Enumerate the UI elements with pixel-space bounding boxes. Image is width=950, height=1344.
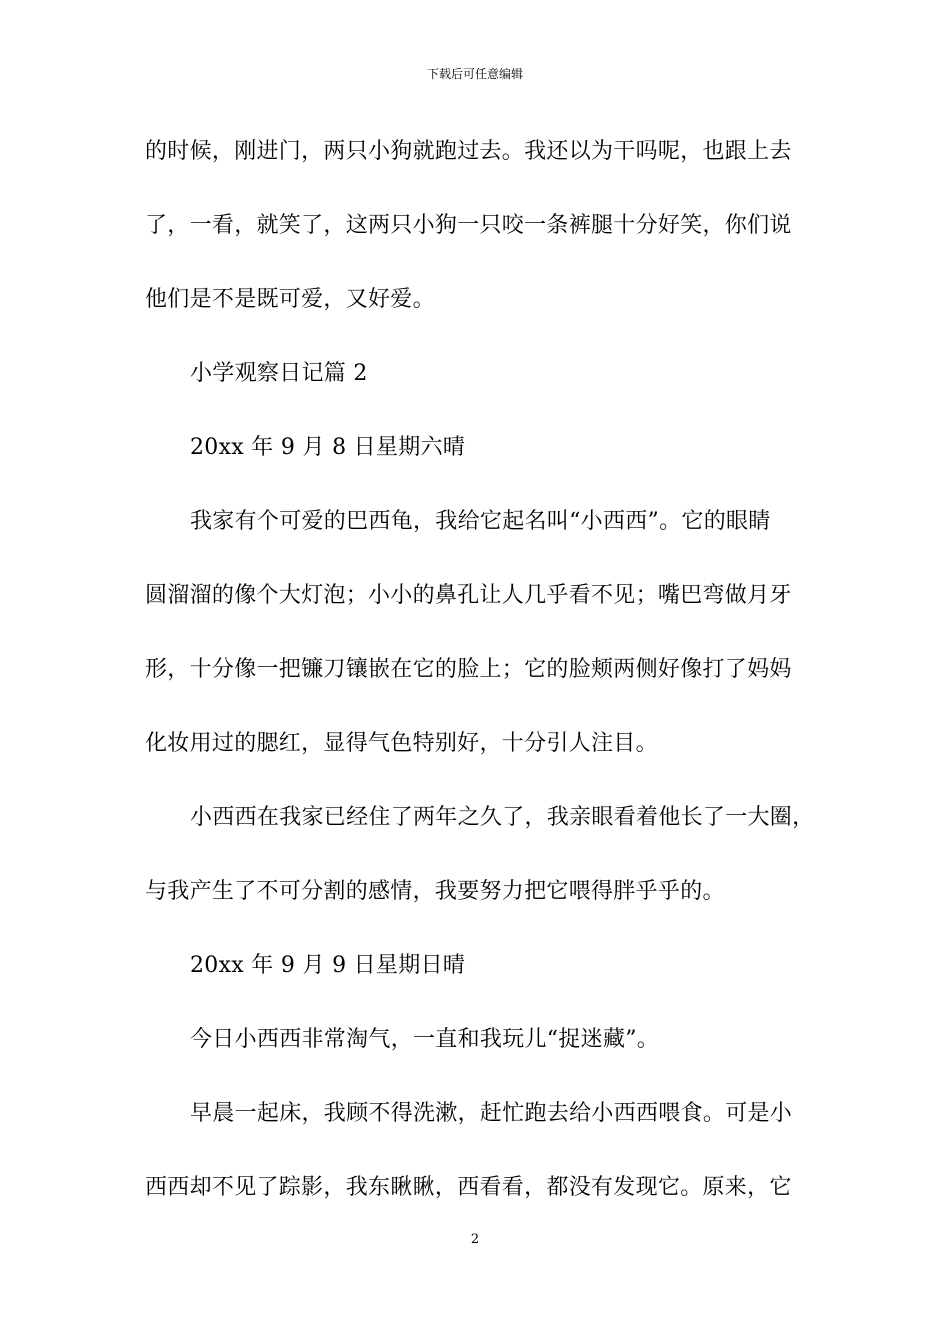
section-heading: 小学观察日记篇 2 <box>190 361 368 386</box>
body-line: 西西却不见了踪影，我东瞅瞅，西看看，都没有发现它。原来，它 <box>145 1175 792 1200</box>
body-line: 我家有个可爱的巴西龟，我给它起名叫“小西西”。它的眼睛 <box>190 509 771 534</box>
page-header: 下载后可任意编辑 <box>426 67 523 81</box>
body-line: 形，十分像一把镰刀镶嵌在它的脸上；它的脸颊两侧好像打了妈妈 <box>145 657 792 682</box>
body-line: 圆溜溜的像个大灯泡；小小的鼻孔让人几乎看不见；嘴巴弯做月牙 <box>145 583 792 608</box>
body-line: 化妆用过的腮红，显得气色特别好，十分引人注目。 <box>145 731 658 756</box>
page-number: 2 <box>470 1232 480 1247</box>
diary-date: 20xx 年 9 月 9 日星期日晴 <box>190 953 466 978</box>
diary-date: 20xx 年 9 月 8 日星期六晴 <box>190 435 466 460</box>
body-line: 他们是不是既可爱，又好爱。 <box>145 287 435 312</box>
body-line: 的时候，刚进门，两只小狗就跑过去。我还以为干吗呢，也跟上去 <box>145 139 792 164</box>
body-line: 与我产生了不可分割的感情，我要努力把它喂得胖乎乎的。 <box>145 879 725 904</box>
body-line: 今日小西西非常淘气，一直和我玩儿“捉迷藏”。 <box>190 1027 660 1052</box>
body-line: 了，一看，就笑了，这两只小狗一只咬一条裤腿十分好笑，你们说 <box>145 213 792 238</box>
body-line: 早晨一起床，我顾不得洗漱，赶忙跑去给小西西喂食。可是小 <box>190 1101 793 1126</box>
body-line: 小西西在我家已经住了两年之久了，我亲眼看着他长了一大圈， <box>190 805 815 830</box>
